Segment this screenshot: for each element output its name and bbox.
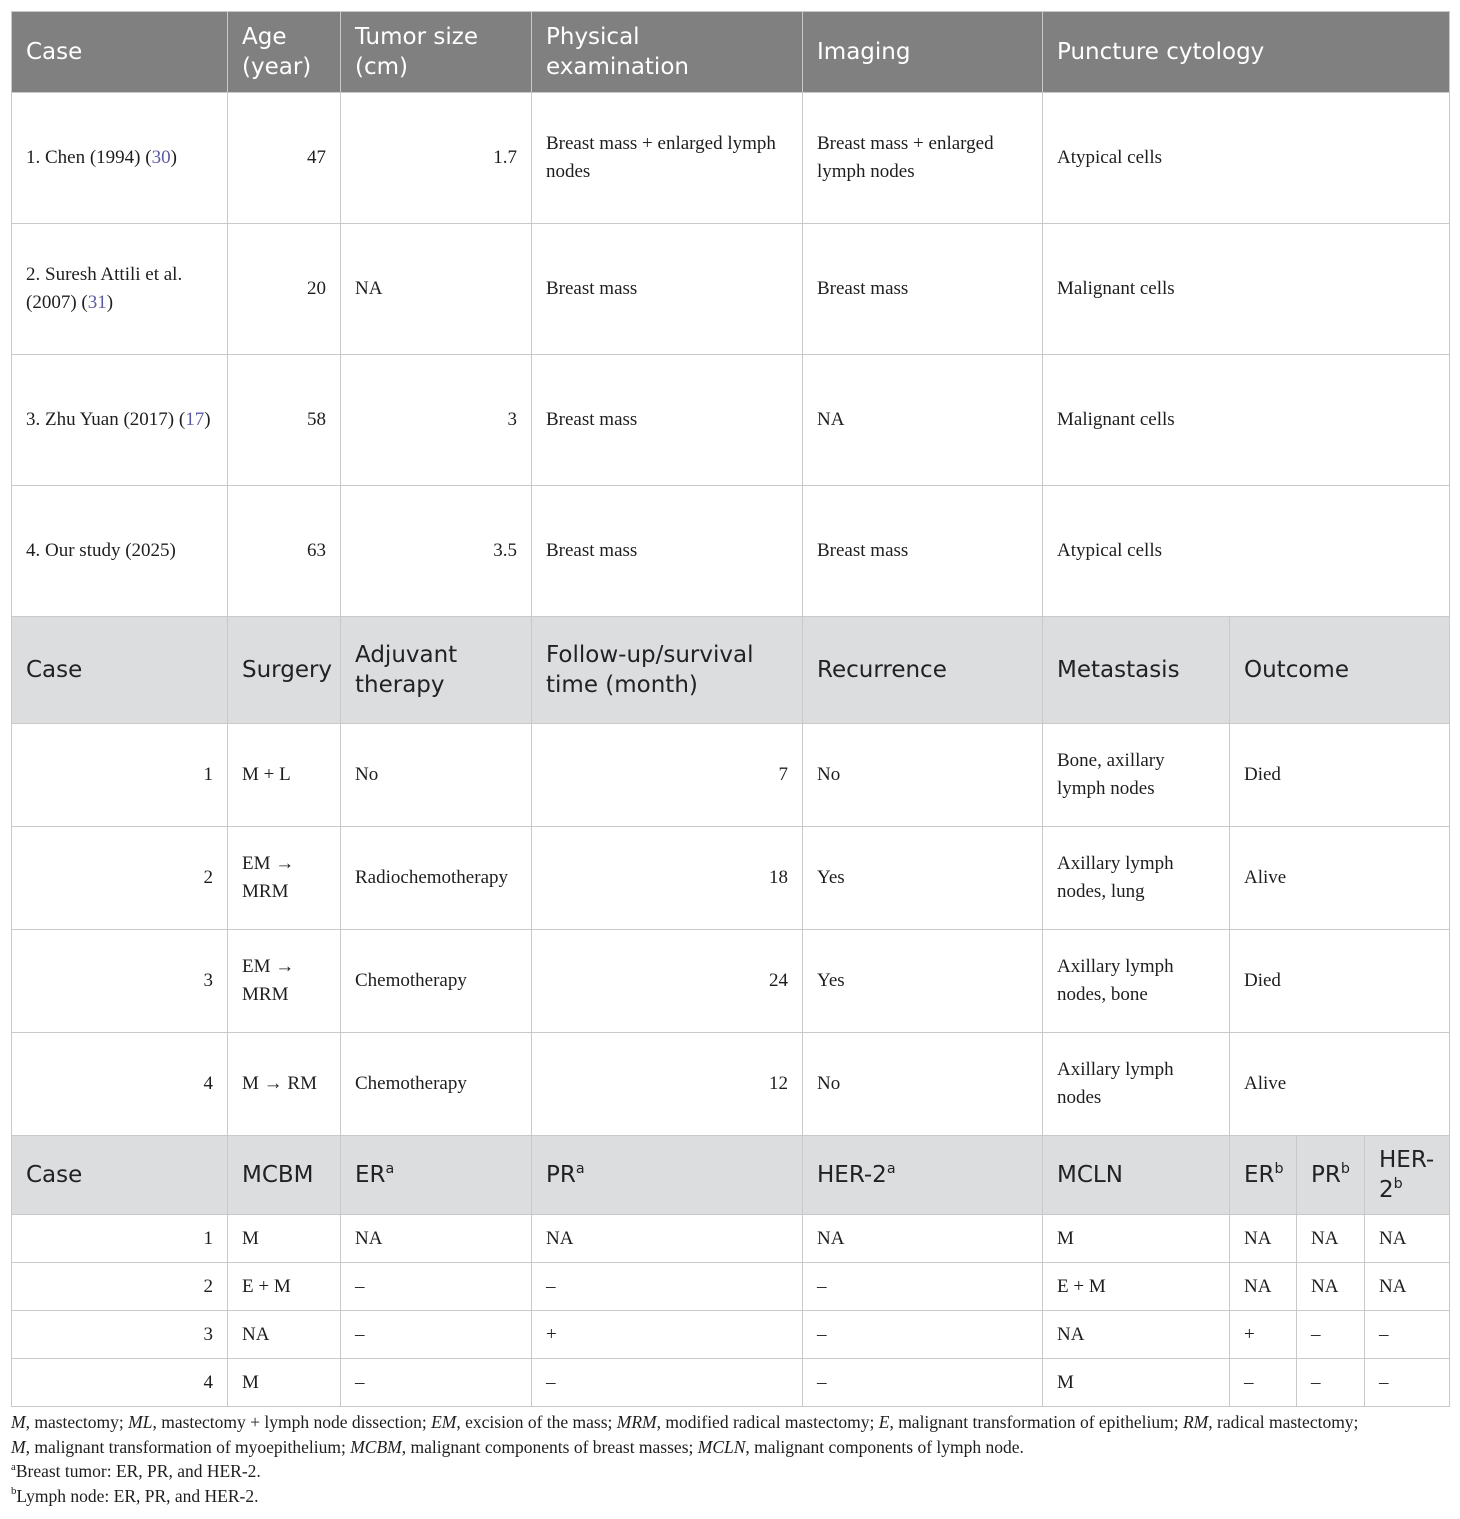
tumor-size-cell: 1.7	[341, 93, 532, 224]
outcome-cell: Died	[1230, 724, 1450, 827]
mcbm-cell: E + M	[228, 1263, 341, 1311]
header-case: Case	[12, 617, 228, 724]
table-row	[12, 486, 1450, 617]
table-row	[12, 827, 1450, 930]
header-pr-breast: $PR^a$	[532, 1136, 803, 1215]
her2-cell: –	[803, 1311, 1043, 1359]
tumor-size-cell: NA	[341, 224, 532, 355]
pr-lymph-cell: NA	[1297, 1263, 1365, 1311]
followup-cell: 18	[532, 827, 803, 930]
case-cell: 2	[12, 827, 228, 930]
outcome-cell: Alive	[1230, 1033, 1450, 1136]
case-cell: 4. Our study (2025)	[12, 486, 228, 617]
surgery-cell: M + L	[228, 724, 341, 827]
header-follow-up: Follow-up/survival time (month)	[532, 617, 803, 724]
age-cell: 58	[228, 355, 341, 486]
header-tumor-size: Tumor size (cm)	[341, 12, 532, 93]
table-row	[12, 224, 1450, 355]
header-outcome: Outcome	[1230, 617, 1450, 724]
recurrence-cell: No	[803, 724, 1043, 827]
her2-lymph-cell: –	[1365, 1359, 1450, 1407]
case-cell: 3	[12, 1311, 228, 1359]
header-er-breast: $ER^a$	[341, 1136, 532, 1215]
tumor-size-cell: 3.5	[341, 486, 532, 617]
mcln-cell: E + M	[1043, 1263, 1230, 1311]
header-adjuvant-therapy: Adjuvant therapy	[341, 617, 532, 724]
age-cell: 63	[228, 486, 341, 617]
therapy-cell: Radiochemotherapy	[341, 827, 532, 930]
recurrence-cell: No	[803, 1033, 1043, 1136]
imaging-cell: Breast mass + enlarged lymph nodes	[803, 93, 1043, 224]
header-puncture-cytology: Puncture cytology	[1043, 12, 1450, 93]
mcln-cell: M	[1043, 1215, 1230, 1263]
case-cell: 2. Suresh Attili et al. (2007) (31)	[12, 224, 228, 355]
pr-cell: –	[532, 1359, 803, 1407]
metastasis-cell: Axillary lymph nodes, lung	[1043, 827, 1230, 930]
exam-cell: Breast mass	[532, 224, 803, 355]
metastasis-cell: Axillary lymph nodes, bone	[1043, 930, 1230, 1033]
pr-cell: –	[532, 1263, 803, 1311]
reference-link[interactable]: 30	[151, 147, 171, 168]
tumor-size-cell: 3	[341, 355, 532, 486]
her2-cell: NA	[803, 1215, 1043, 1263]
case-cell: 1	[12, 724, 228, 827]
table-row	[12, 930, 1450, 1033]
mcbm-cell: M	[228, 1359, 341, 1407]
footnote-a: $^a$Breast tumor: ER, PR, and HER-2.	[11, 1460, 261, 1481]
er-cell: NA	[341, 1215, 532, 1263]
followup-cell: 7	[532, 724, 803, 827]
her2-lymph-cell: –	[1365, 1311, 1450, 1359]
footnote-b: $^b$Lymph node: ER, PR, and HER-2.	[11, 1485, 259, 1506]
pr-lymph-cell: –	[1297, 1359, 1365, 1407]
case-cell: 2	[12, 1263, 228, 1311]
header-metastasis: Metastasis	[1043, 617, 1230, 724]
therapy-cell: No	[341, 724, 532, 827]
followup-cell: 12	[532, 1033, 803, 1136]
cytology-cell: Malignant cells	[1043, 224, 1450, 355]
pr-cell: +	[532, 1311, 803, 1359]
header-imaging: Imaging	[803, 12, 1043, 93]
followup-cell: 24	[532, 930, 803, 1033]
section2-header-row	[12, 617, 1450, 724]
header-pr-lymph: $PR^b$	[1297, 1136, 1365, 1215]
imaging-cell: Breast mass	[803, 486, 1043, 617]
surgery-cell: M → RM	[228, 1033, 341, 1136]
age-cell: 47	[228, 93, 341, 224]
section1-header-row	[12, 12, 1450, 93]
metastasis-cell: Bone, axillary lymph nodes	[1043, 724, 1230, 827]
cytology-cell: Malignant cells	[1043, 355, 1450, 486]
header-her2-breast: HER-2$^a$	[803, 1136, 1043, 1215]
mcln-cell: NA	[1043, 1311, 1230, 1359]
mcbm-cell: M	[228, 1215, 341, 1263]
table-footnotes	[11, 1410, 1451, 1508]
header-her2-lymph: HER-2$^b$	[1365, 1136, 1450, 1215]
therapy-cell: Chemotherapy	[341, 930, 532, 1033]
her2-cell: –	[803, 1263, 1043, 1311]
exam-cell: Breast mass	[532, 486, 803, 617]
header-case: Case	[12, 1136, 228, 1215]
header-case: Case	[12, 12, 228, 93]
pr-cell: NA	[532, 1215, 803, 1263]
exam-cell: Breast mass + enlarged lymph nodes	[532, 93, 803, 224]
table-row	[12, 1263, 1450, 1311]
section3-header-row	[12, 1136, 1450, 1215]
surgery-cell: EM → MRM	[228, 827, 341, 930]
metastasis-cell: Axillary lymph nodes	[1043, 1033, 1230, 1136]
table-row	[12, 724, 1450, 827]
case-cell: 3	[12, 930, 228, 1033]
case-cell: 1	[12, 1215, 228, 1263]
imaging-cell: Breast mass	[803, 224, 1043, 355]
mcln-cell: M	[1043, 1359, 1230, 1407]
table-row	[12, 1215, 1450, 1263]
er-lymph-cell: NA	[1230, 1215, 1297, 1263]
table-row	[12, 1359, 1450, 1407]
table-row	[12, 93, 1450, 224]
pr-lymph-cell: –	[1297, 1311, 1365, 1359]
header-surgery: Surgery	[228, 617, 341, 724]
her2-lymph-cell: NA	[1365, 1263, 1450, 1311]
therapy-cell: Chemotherapy	[341, 1033, 532, 1136]
case-cell: 4	[12, 1033, 228, 1136]
er-cell: –	[341, 1263, 532, 1311]
recurrence-cell: Yes	[803, 827, 1043, 930]
age-cell: 20	[228, 224, 341, 355]
case-cell: 1. Chen (1994) (30)	[12, 93, 228, 224]
er-lymph-cell: –	[1230, 1359, 1297, 1407]
case-comparison-table	[11, 11, 1450, 1407]
reference-link[interactable]: 31	[87, 292, 107, 313]
mcbm-cell: NA	[228, 1311, 341, 1359]
cytology-cell: Atypical cells	[1043, 486, 1450, 617]
er-lymph-cell: +	[1230, 1311, 1297, 1359]
case-cell: 4	[12, 1359, 228, 1407]
cytology-cell: Atypical cells	[1043, 93, 1450, 224]
case-cell: 3. Zhu Yuan (2017) (17)	[12, 355, 228, 486]
table-row	[12, 1311, 1450, 1359]
er-cell: –	[341, 1311, 532, 1359]
reference-link[interactable]: 17	[185, 409, 205, 430]
her2-cell: –	[803, 1359, 1043, 1407]
er-cell: –	[341, 1359, 532, 1407]
header-physical-examination: Physical examination	[532, 12, 803, 93]
pr-lymph-cell: NA	[1297, 1215, 1365, 1263]
abbreviation-note: M, mastectomy; ML, mastectomy + lymph node dissection; EM, excision of the mass; MRM, modified radical mastectomy; E, malignant transformation of epithelium; RM, radical mastectomy; M, malignant transformation of myoepithelium; MCBM, malignant components of breast masses; MCLN, malignant components of lymph node.	[11, 1412, 1359, 1457]
table-row	[12, 1033, 1450, 1136]
her2-lymph-cell: NA	[1365, 1215, 1450, 1263]
outcome-cell: Died	[1230, 930, 1450, 1033]
exam-cell: Breast mass	[532, 355, 803, 486]
table-row	[12, 355, 1450, 486]
recurrence-cell: Yes	[803, 930, 1043, 1033]
outcome-cell: Alive	[1230, 827, 1450, 930]
header-age: Age (year)	[228, 12, 341, 93]
header-er-lymph: $ER^b$	[1230, 1136, 1297, 1215]
imaging-cell: NA	[803, 355, 1043, 486]
er-lymph-cell: NA	[1230, 1263, 1297, 1311]
header-mcbm: MCBM	[228, 1136, 341, 1215]
surgery-cell: EM → MRM	[228, 930, 341, 1033]
header-recurrence: Recurrence	[803, 617, 1043, 724]
header-mcln: MCLN	[1043, 1136, 1230, 1215]
